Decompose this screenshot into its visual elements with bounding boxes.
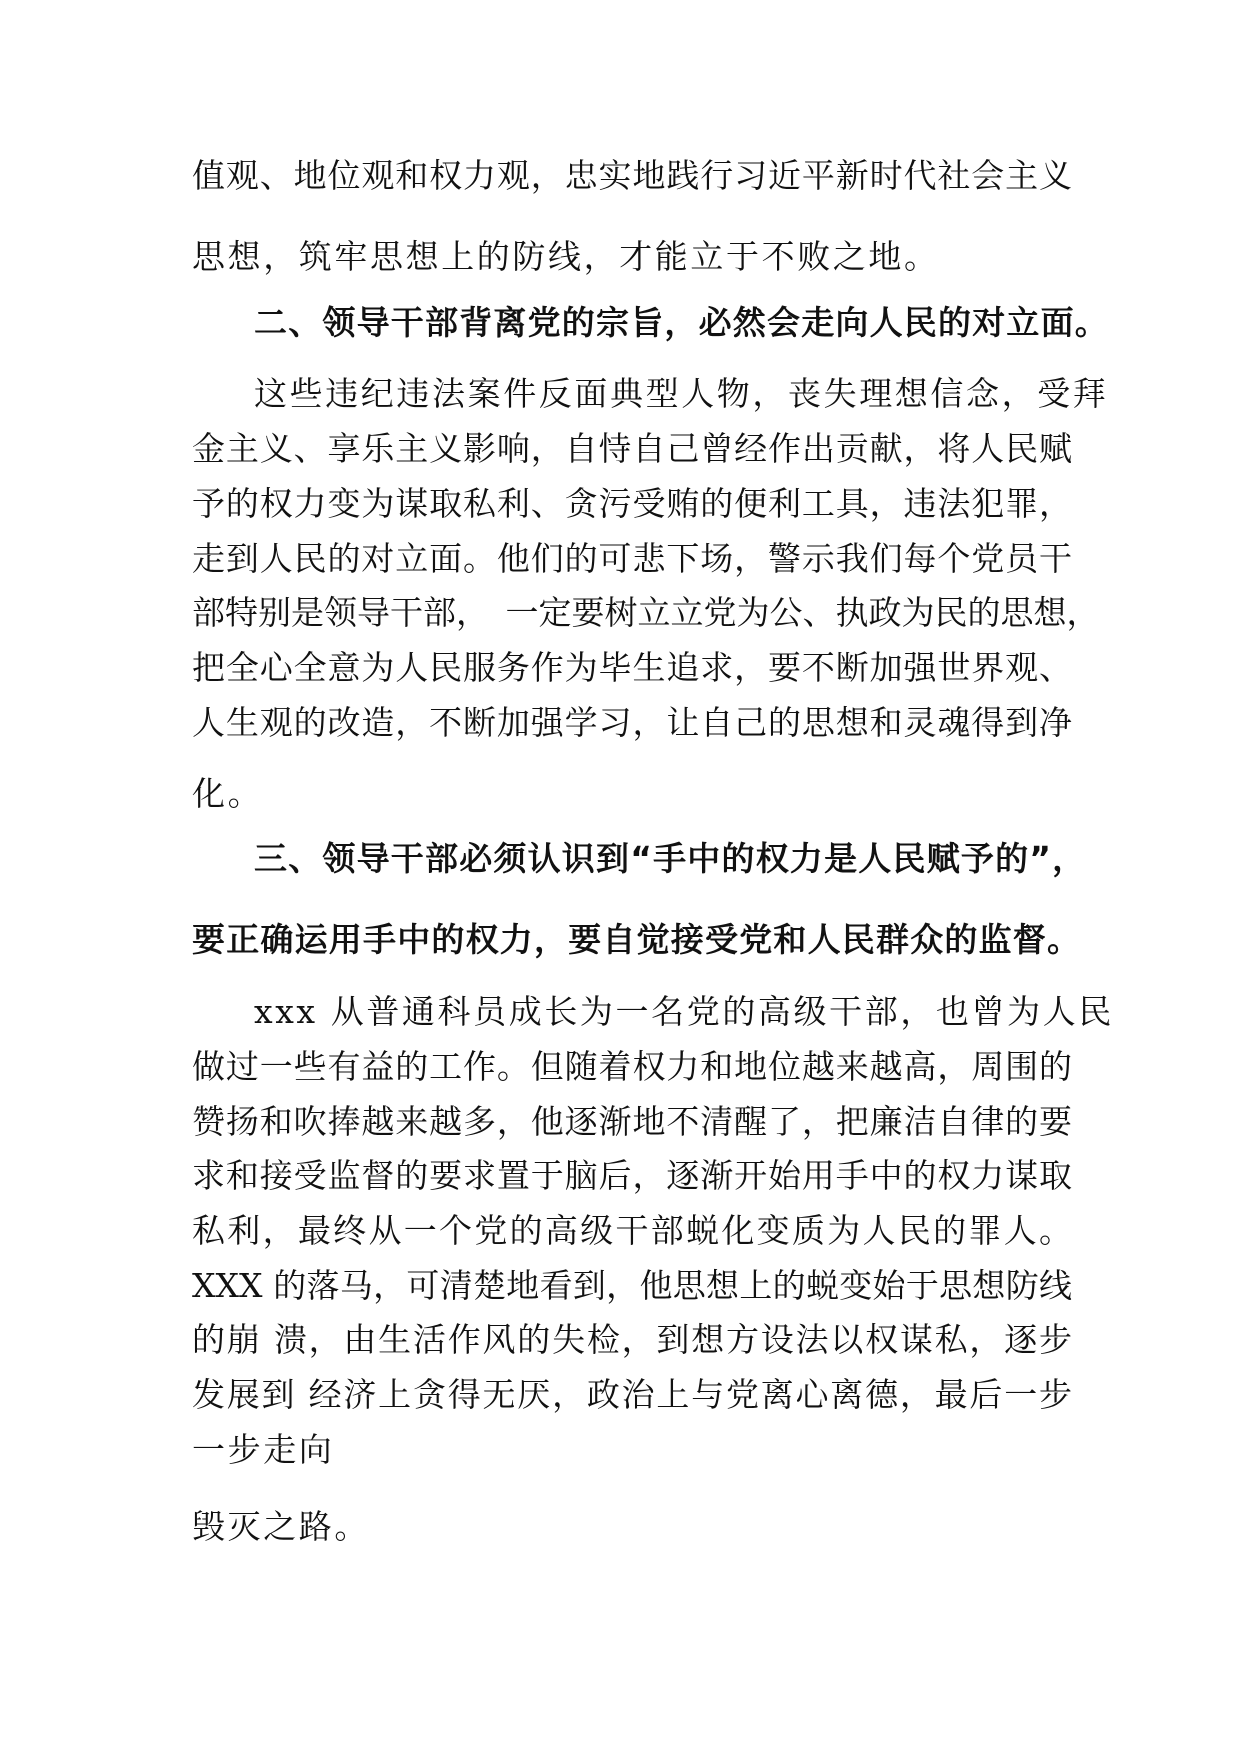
body-text-line: 人生观的改造，不断加强学习，让自己的思想和灵魂得到净 (192, 703, 1072, 742)
body-text-line: 金主义、享乐主义影响，自恃自己曾经作出贡献，将人民赋 (192, 429, 1072, 468)
body-text-line: 把全心全意为人民服务作为毕生追求，要不断加强世界观、 (192, 648, 1072, 687)
body-text-line: 赞扬和吹捧越来越多，他逐渐地不清醒了，把廉洁自律的要 (192, 1102, 1072, 1141)
body-text-line: 化。 (192, 774, 264, 813)
body-text-line: xxx 从普通科员成长为一名党的高级干部，也曾为人民 (254, 992, 1114, 1031)
body-text-line: 一步走向 (192, 1430, 335, 1469)
section-heading: 二、领导干部背离党的宗旨，必然会走向人民的对立面。 (254, 303, 1109, 342)
body-text-line: 予的权力变为谋取私利、贪污受贿的便利工具，违法犯罪， (192, 484, 1072, 523)
body-text-line: 的崩 溃，由生活作风的失检，到想方设法以权谋私，逐步 (192, 1320, 1072, 1359)
body-text-line: 毁灭之路。 (192, 1507, 370, 1546)
body-text-line: 这些违纪违法案件反面典型人物，丧失理想信念，受拜 (254, 374, 1109, 413)
body-text-line: 发展到 经济上贪得无厌，政治上与党离心离德，最后一步 (192, 1375, 1072, 1414)
body-text-line: 私利，最终从一个党的高级干部蜕化变质为人民的罪人。 (192, 1211, 1072, 1250)
body-text-line: 走到人民的对立面。他们的可悲下场，警示我们每个党员干 (192, 539, 1072, 578)
body-text-line: 思想，筑牢思想上的防线，才能立于不败之地。 (192, 237, 940, 276)
body-text-line: 部特别是领导干部， 一定要树立立党为公、执政为民的思想， (192, 593, 1100, 632)
body-text-line: XXX 的落马，可清楚地看到，他思想上的蜕变始于思想防线 (192, 1266, 1072, 1305)
body-text-line: 做过一些有益的工作。但随着权力和地位越来越高，周围的 (192, 1047, 1072, 1086)
body-text-line: 值观、地位观和权力观，忠实地践行习近平新时代社会主义 (192, 156, 1072, 195)
section-heading: 要正确运用手中的权力，要自觉接受党和人民群众的监督。 (192, 920, 1082, 959)
section-heading: 三、领导干部必须认识到“手中的权力是人民赋予的”， (254, 839, 1087, 878)
body-text-line: 求和接受监督的要求置于脑后，逐渐开始用手中的权力谋取 (192, 1156, 1072, 1195)
